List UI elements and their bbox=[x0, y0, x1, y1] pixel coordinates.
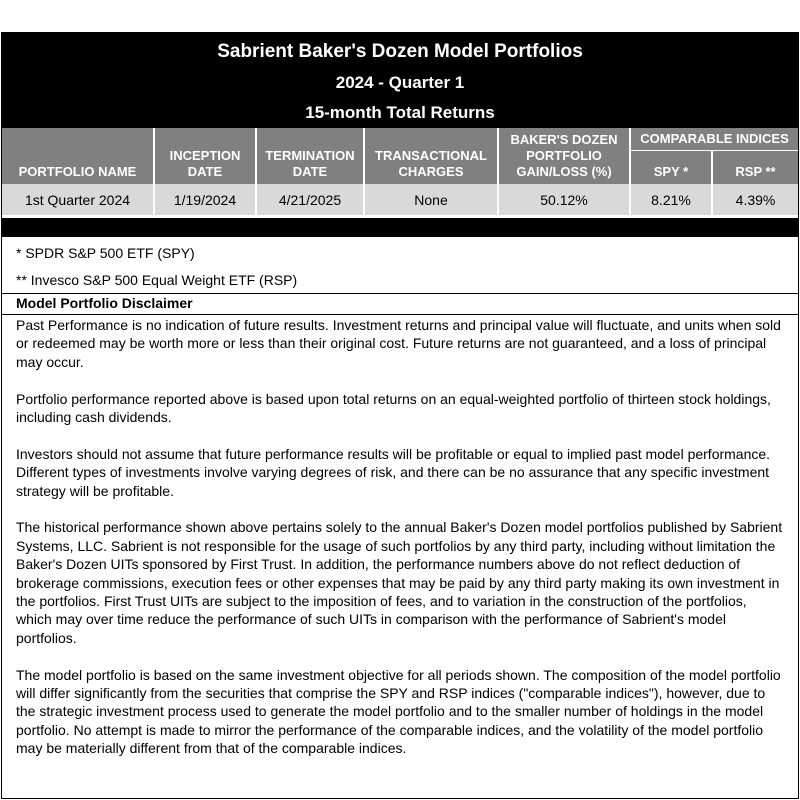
table-footer-bar bbox=[2, 218, 798, 237]
title-block bbox=[2, 33, 798, 128]
disclaimer-body bbox=[16, 316, 786, 776]
cell-rsp: 4.39% bbox=[712, 184, 798, 216]
cell-spy: 8.21% bbox=[630, 184, 712, 216]
cell-termination-date: 4/21/2025 bbox=[256, 184, 364, 216]
col-comparable-indices: COMPARABLE INDICES bbox=[630, 128, 798, 150]
spy-footnote: * SPDR S&P 500 ETF (SPY) bbox=[16, 245, 195, 261]
disclaimer-paragraph: The historical performance shown above pertains solely to the annual Baker's Dozen model portfolios published by Sabrient Systems, LLC. Sabrient is not responsible for the usage of such portfolios by any third party, including without limitation the Baker's Dozen UITs sponsored by First Trust. In addition, the performance numbers above do not reflect deduction of brokerage commissions, execution fees or other expenses that may be paid by any third party making its own investment in the portfolios. First Trust UITs are subject to the imposition of fees, and to variation in the construction of the portfolios, which may over time reduce the performance of such UITs in comparison with the performance of Sabrient's model portfolios. bbox=[16, 519, 783, 646]
col-termination-date: TERMINATION DATE bbox=[256, 128, 364, 184]
period-subtitle: 2024 - Quarter 1 bbox=[335, 73, 465, 92]
disclaimer-paragraph: The model portfolio is based on the same investment objective for all periods shown. The composition of the model portfolio will differ significantly from the securities that comprise the SPY and RSP indices ("comparable indices"), however, due to the strategic investment process used to generate the model portfolio and to the smaller number of holdings in the model portfolio. No attempt is made to mirror the performance of the comparable indices, and the volatility of the model portfolio may be materially different from that of the comparable indices. bbox=[16, 666, 781, 757]
disclaimer-title: Model Portfolio Disclaimer bbox=[2, 293, 798, 315]
page-title: Sabrient Baker's Dozen Model Portfolios bbox=[217, 41, 583, 62]
col-rsp: RSP ** bbox=[712, 150, 798, 184]
col-inception-date: INCEPTION DATE bbox=[154, 128, 256, 184]
disclaimer-paragraph: Past Performance is no indication of future results. Investment returns and principal value will fluctuate, and units when sold or redeemed may be worth more or less than their original cost. Future returns are not guaranteed, and a loss of principal may occur. bbox=[16, 317, 781, 370]
table-header-row bbox=[2, 128, 798, 150]
col-bakers-dozen-gain: BAKER'S DOZEN PORTFOLIO GAIN/LOSS (%) bbox=[498, 128, 630, 184]
disclaimer-paragraph: Investors should not assume that future performance results will be profitable or equal to implied past model performance. Different types of investments involve varying degrees of risk, and there can be no assurance that any specific investment strategy will be profitable. bbox=[16, 445, 771, 499]
disclaimer-paragraph: Portfolio performance reported above is based upon total returns on an equal-weighted portfolio of thirteen stock holdings, including cash dividends. bbox=[16, 390, 771, 426]
returns-table bbox=[2, 128, 798, 217]
col-portfolio-name: PORTFOLIO NAME bbox=[2, 128, 154, 184]
table-row bbox=[2, 184, 798, 216]
col-transactional-charges: TRANSACTIONAL CHARGES bbox=[364, 128, 498, 184]
cell-bakers-dozen-gain: 50.12% bbox=[498, 184, 630, 216]
returns-label: 15-month Total Returns bbox=[305, 103, 495, 122]
col-spy: SPY * bbox=[630, 150, 712, 184]
cell-inception-date: 1/19/2024 bbox=[154, 184, 256, 216]
cell-portfolio-name: 1st Quarter 2024 bbox=[2, 184, 154, 216]
rsp-footnote: ** Invesco S&P 500 Equal Weight ETF (RSP) bbox=[16, 272, 298, 288]
cell-transactional-charges: None bbox=[364, 184, 498, 216]
